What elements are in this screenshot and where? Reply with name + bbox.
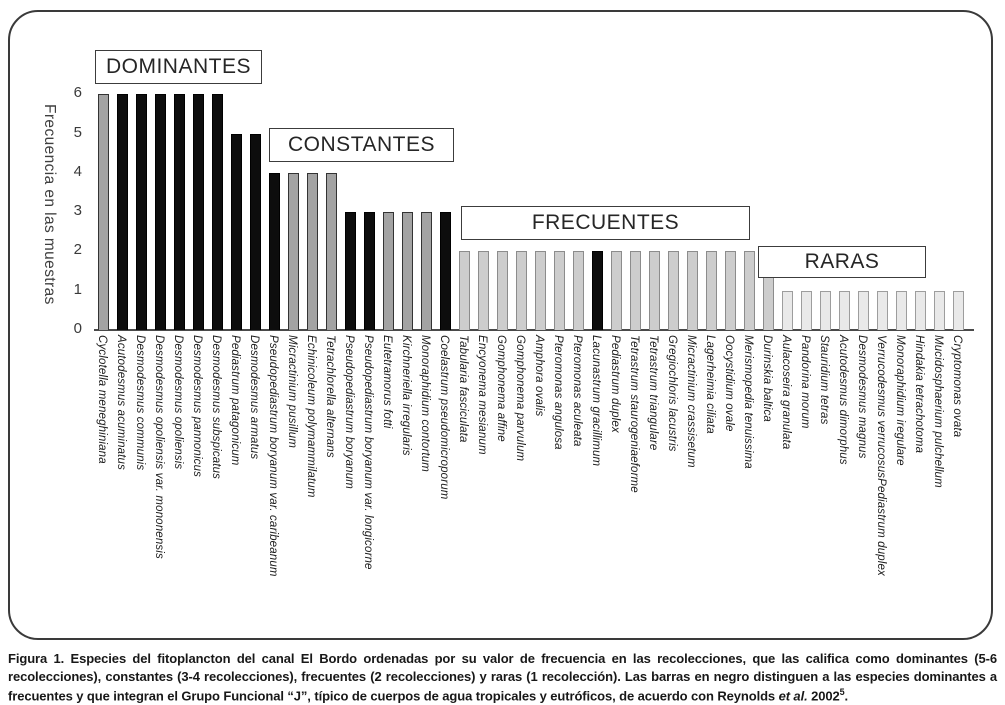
species-label: Pseudopediastrum boryanum var. caribeanum — [267, 335, 279, 577]
bar — [364, 212, 375, 330]
bar — [839, 291, 850, 330]
bar — [630, 251, 641, 330]
y-tick-label: 5 — [73, 123, 82, 141]
species-label: Stauridium tetras — [818, 335, 830, 425]
species-label: Tetrastrum triangulare — [647, 335, 659, 451]
group-label-raras: RARAS — [758, 246, 926, 278]
species-label: Pteromonas angulosa — [552, 335, 564, 450]
species-label: Lacunastrum gracillimum — [590, 335, 602, 467]
group-label-constantes: CONSTANTES — [269, 128, 454, 162]
species-label: Mucidosphaerium pulchellum — [932, 335, 944, 488]
species-label: Acutodesmus acuminatus — [115, 335, 127, 470]
species-label: Gomphonema parvulum — [514, 335, 526, 462]
bar — [782, 291, 793, 330]
bar — [858, 291, 869, 330]
bar — [953, 291, 964, 330]
species-label: Cryptomonas ovata — [951, 335, 963, 438]
species-label: Kirchneriella irregularis — [400, 335, 412, 456]
bar — [345, 212, 356, 330]
species-label: Pseudopediastrum boryanum var. longicorne — [362, 335, 374, 570]
species-label: Gregiochloris lacustris — [666, 335, 678, 452]
species-label: Desmodesmus communis — [134, 335, 146, 471]
species-label: Durinskia baltica — [761, 335, 773, 422]
bar — [649, 251, 660, 330]
bar — [117, 94, 128, 330]
figure-caption — [8, 650, 997, 705]
bar — [231, 134, 242, 331]
species-label: Gomphonema affine — [495, 335, 507, 442]
species-label: Pteromonas aculeata — [571, 335, 583, 447]
bar — [896, 291, 907, 330]
caption-text: Figura 1. Especies del fitoplancton del canal El Bordo ordenadas por su valor de frecuencia en las recolecciones, que las califica como dominantes (5-6 recolecciones), constantes (3-4 recolecciones), frecuentes (2 recolecciones) y raras (1 recolección). Las barras en negro distinguen a las especies dominantes a frecuentes y que integran el Grupo Funcional “J”, típico de cuerpos de agua tropicales y eutróficos, de acuerdo con Reynolds — [8, 651, 997, 704]
bar — [155, 94, 166, 330]
bar — [478, 251, 489, 330]
species-label: Amphora ovalis — [533, 335, 545, 417]
species-label: Cyclotella meneghiniana — [96, 335, 108, 464]
bar — [592, 251, 603, 330]
bar — [535, 251, 546, 330]
species-label: Micractinium crassisetum — [685, 335, 697, 468]
species-label: Desmodesmus pannonicus — [191, 335, 203, 478]
species-label: Tabularia fasciculata — [457, 335, 469, 443]
bar — [573, 251, 584, 330]
bar — [706, 251, 717, 330]
chart-panel — [8, 10, 993, 640]
bar — [877, 291, 888, 330]
species-label: Pediastrum duplex — [609, 335, 621, 433]
species-label: Hindakia tetrachotoma — [913, 335, 925, 454]
species-label: Desmodesmus magnus — [856, 335, 868, 459]
species-label: Desmodesmus opoliensis var. mononensis — [153, 335, 165, 559]
bar — [250, 134, 261, 331]
caption-et-al: et al. — [778, 688, 808, 704]
bar — [611, 251, 622, 330]
bar — [820, 291, 831, 330]
y-tick-label: 0 — [73, 320, 82, 337]
species-label: Pediastrum patagonicum — [229, 335, 241, 466]
y-tick-label: 6 — [73, 84, 82, 102]
species-label: Merismopedia tenuissima — [742, 335, 754, 469]
bar — [459, 251, 470, 330]
caption-year: 2002 — [807, 688, 840, 704]
y-tick-label: 3 — [73, 202, 82, 220]
caption-period: . — [844, 688, 849, 704]
bar — [440, 212, 451, 330]
species-label: Acutodesmus dimorphus — [837, 335, 849, 465]
bar — [934, 291, 945, 330]
species-label: Pseudopediastrum boryanum — [343, 335, 355, 489]
group-label-dominantes: DOMINANTES — [95, 50, 262, 84]
bar — [516, 251, 527, 330]
species-label: Aulacoseira granulata — [780, 335, 792, 450]
bar — [402, 212, 413, 330]
bar — [307, 173, 318, 330]
species-label: Desmodesmus opoliensis — [172, 335, 184, 470]
bar — [421, 212, 432, 330]
species-label: Monoraphidium contortum — [419, 335, 431, 473]
y-axis-title: Frecuencia en las muestras — [41, 104, 58, 305]
bar — [687, 251, 698, 330]
group-label-frecuentes: FRECUENTES — [461, 206, 750, 240]
y-tick-label: 4 — [73, 162, 82, 180]
species-label: Tetrastrum staurogeniaeforme — [628, 335, 640, 493]
species-label: Desmodesmus armatus — [248, 335, 260, 460]
species-label: Oocystidium ovale — [723, 335, 735, 432]
species-label: Desmodesmus subspicatus — [210, 335, 222, 480]
species-label: Micractinium pusillum — [286, 335, 298, 449]
species-label: Echinicoleum polymammilatum — [305, 335, 317, 498]
bar — [744, 251, 755, 330]
bar — [98, 94, 109, 330]
bar — [383, 212, 394, 330]
bar — [915, 291, 926, 330]
bar — [193, 94, 204, 330]
bar — [136, 94, 147, 330]
species-label: Eutetramorus fotti — [381, 335, 393, 429]
species-label: Pandorina morum — [799, 335, 811, 429]
bar — [725, 251, 736, 330]
species-label: Encyonema mesianum — [476, 335, 488, 455]
species-label: Monoraphidium iregulare — [894, 335, 906, 466]
bar — [554, 251, 565, 330]
bar — [212, 94, 223, 330]
species-label: Lagerheimia ciliata — [704, 335, 716, 434]
caption-reference-superscript: 5 — [839, 686, 845, 697]
bar — [668, 251, 679, 330]
species-label: Coelastrum pseudomicroporum — [438, 335, 450, 500]
y-tick-label: 1 — [73, 280, 82, 298]
species-label: Tetrachlorella alternans — [324, 335, 336, 458]
bar — [326, 173, 337, 330]
bar — [269, 173, 280, 330]
bar — [497, 251, 508, 330]
bar — [288, 173, 299, 330]
species-label: Verrucodesmus verrucosusPediastrum duplex — [875, 335, 887, 576]
bar — [174, 94, 185, 330]
y-tick-label: 2 — [73, 241, 82, 259]
bar — [801, 291, 812, 330]
